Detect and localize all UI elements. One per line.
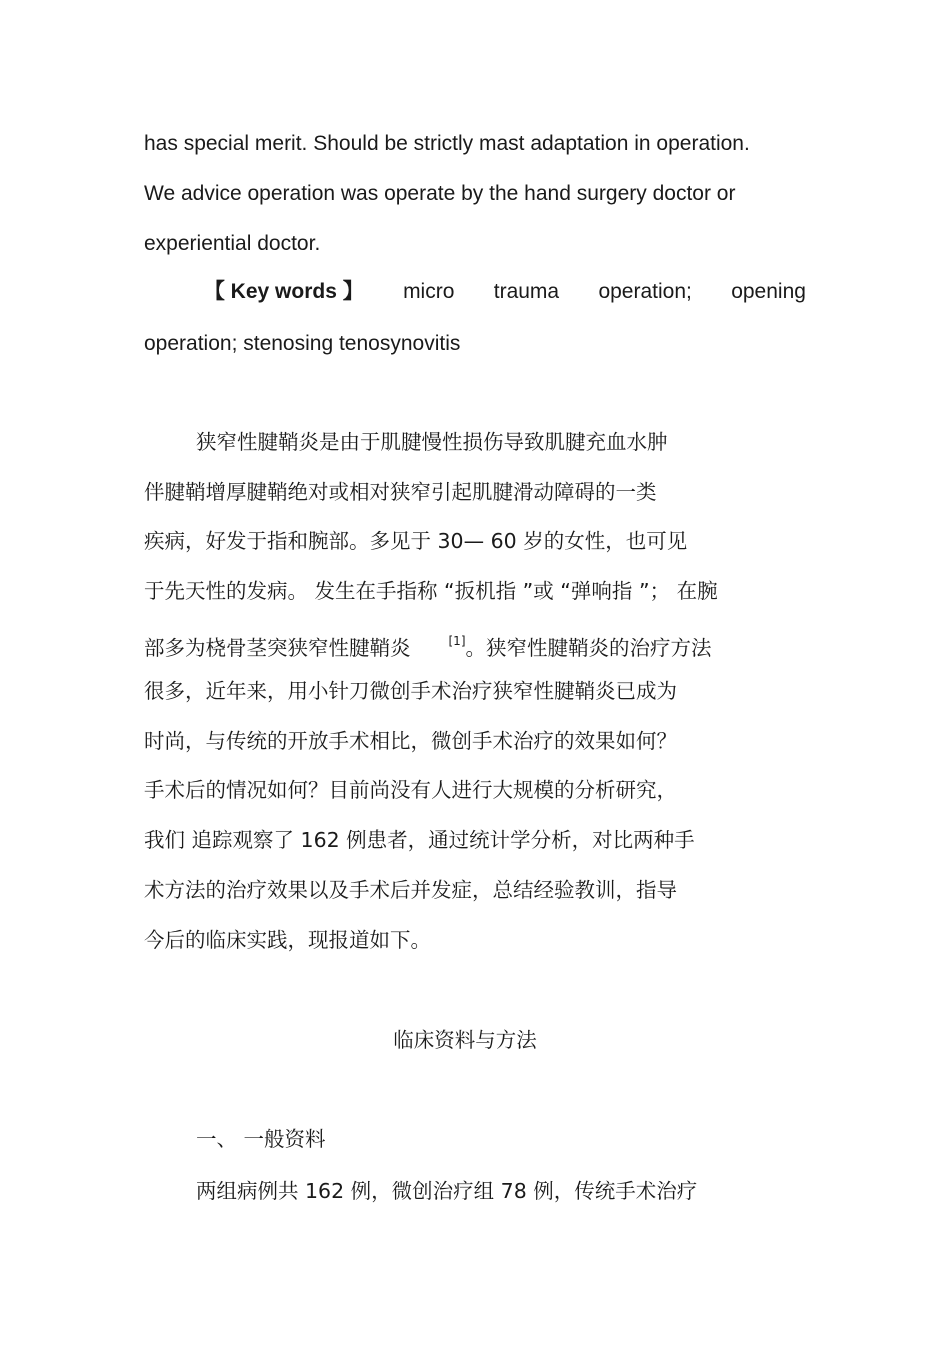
intro-line-8: 手术后的情况如何？目前尚没有人进行大规模的分析研究， <box>144 778 677 802</box>
intro-line-4: 于先天性的发病。 发生在手指称 “扳机指 ”或 “弹响指 ”； 在腕 <box>144 579 718 603</box>
citation-ref[interactable]: [1] <box>448 634 466 648</box>
intro-line-7: 时尚，与传统的开放手术相比，微创手术治疗的效果如何？ <box>144 729 677 753</box>
intro-line-1: 狭窄性腱鞘炎是由于肌腱慢性损伤导致肌腱充血水肿 <box>196 430 668 454</box>
intro-line-3: 疾病，好发于指和腕部。多见于 30— 60 岁的女性，也可见 <box>144 529 688 553</box>
keyword-word: operation; <box>598 280 692 303</box>
intro-line-5 <box>144 627 712 662</box>
intro-line-2: 伴腱鞘增厚腱鞘绝对或相对狭窄引起肌腱滑动障碍的一类 <box>144 480 657 504</box>
intro-line-6: 很多，近年来，用小针刀微创手术治疗狭窄性腱鞘炎已成为 <box>144 679 677 703</box>
section-paragraph-line-1: 两组病例共 162 例，微创治疗组 78 例，传统手术治疗 <box>196 1179 698 1203</box>
keywords-label-group <box>144 278 364 306</box>
abstract-line-3: experiential doctor. <box>144 232 321 255</box>
keyword-word: trauma <box>493 280 560 303</box>
keywords-line-2: operation; stenosing tenosynovitis <box>144 332 461 355</box>
keyword-word: micro <box>403 280 455 303</box>
intro-line-5-text-b: 。狭窄性腱鞘炎的治疗方法 <box>465 636 712 660</box>
keyword-word: opening <box>731 280 806 303</box>
keywords-label: 【 Key words 】 <box>203 280 364 303</box>
intro-line-10: 术方法的治疗效果以及手术后并发症，总结经验教训，指导 <box>144 878 677 902</box>
intro-line-11: 今后的临床实践，现报道如下。 <box>144 928 431 952</box>
section-heading: 临床资料与方法 <box>393 1028 537 1052</box>
subsection-heading: 一、 一般资料 <box>196 1127 326 1151</box>
intro-line-9: 我们 追踪观察了 162 例患者，通过统计学分析，对比两种手 <box>144 828 695 852</box>
abstract-line-1: has special merit. Should be strictly mast adaptation in operation. <box>144 132 750 155</box>
keywords-line <box>144 278 806 306</box>
intro-line-5-text: 部多为桡骨茎突狭窄性腱鞘炎 <box>144 636 411 660</box>
abstract-line-2: We advice operation was operate by the hand surgery doctor or <box>144 182 736 205</box>
